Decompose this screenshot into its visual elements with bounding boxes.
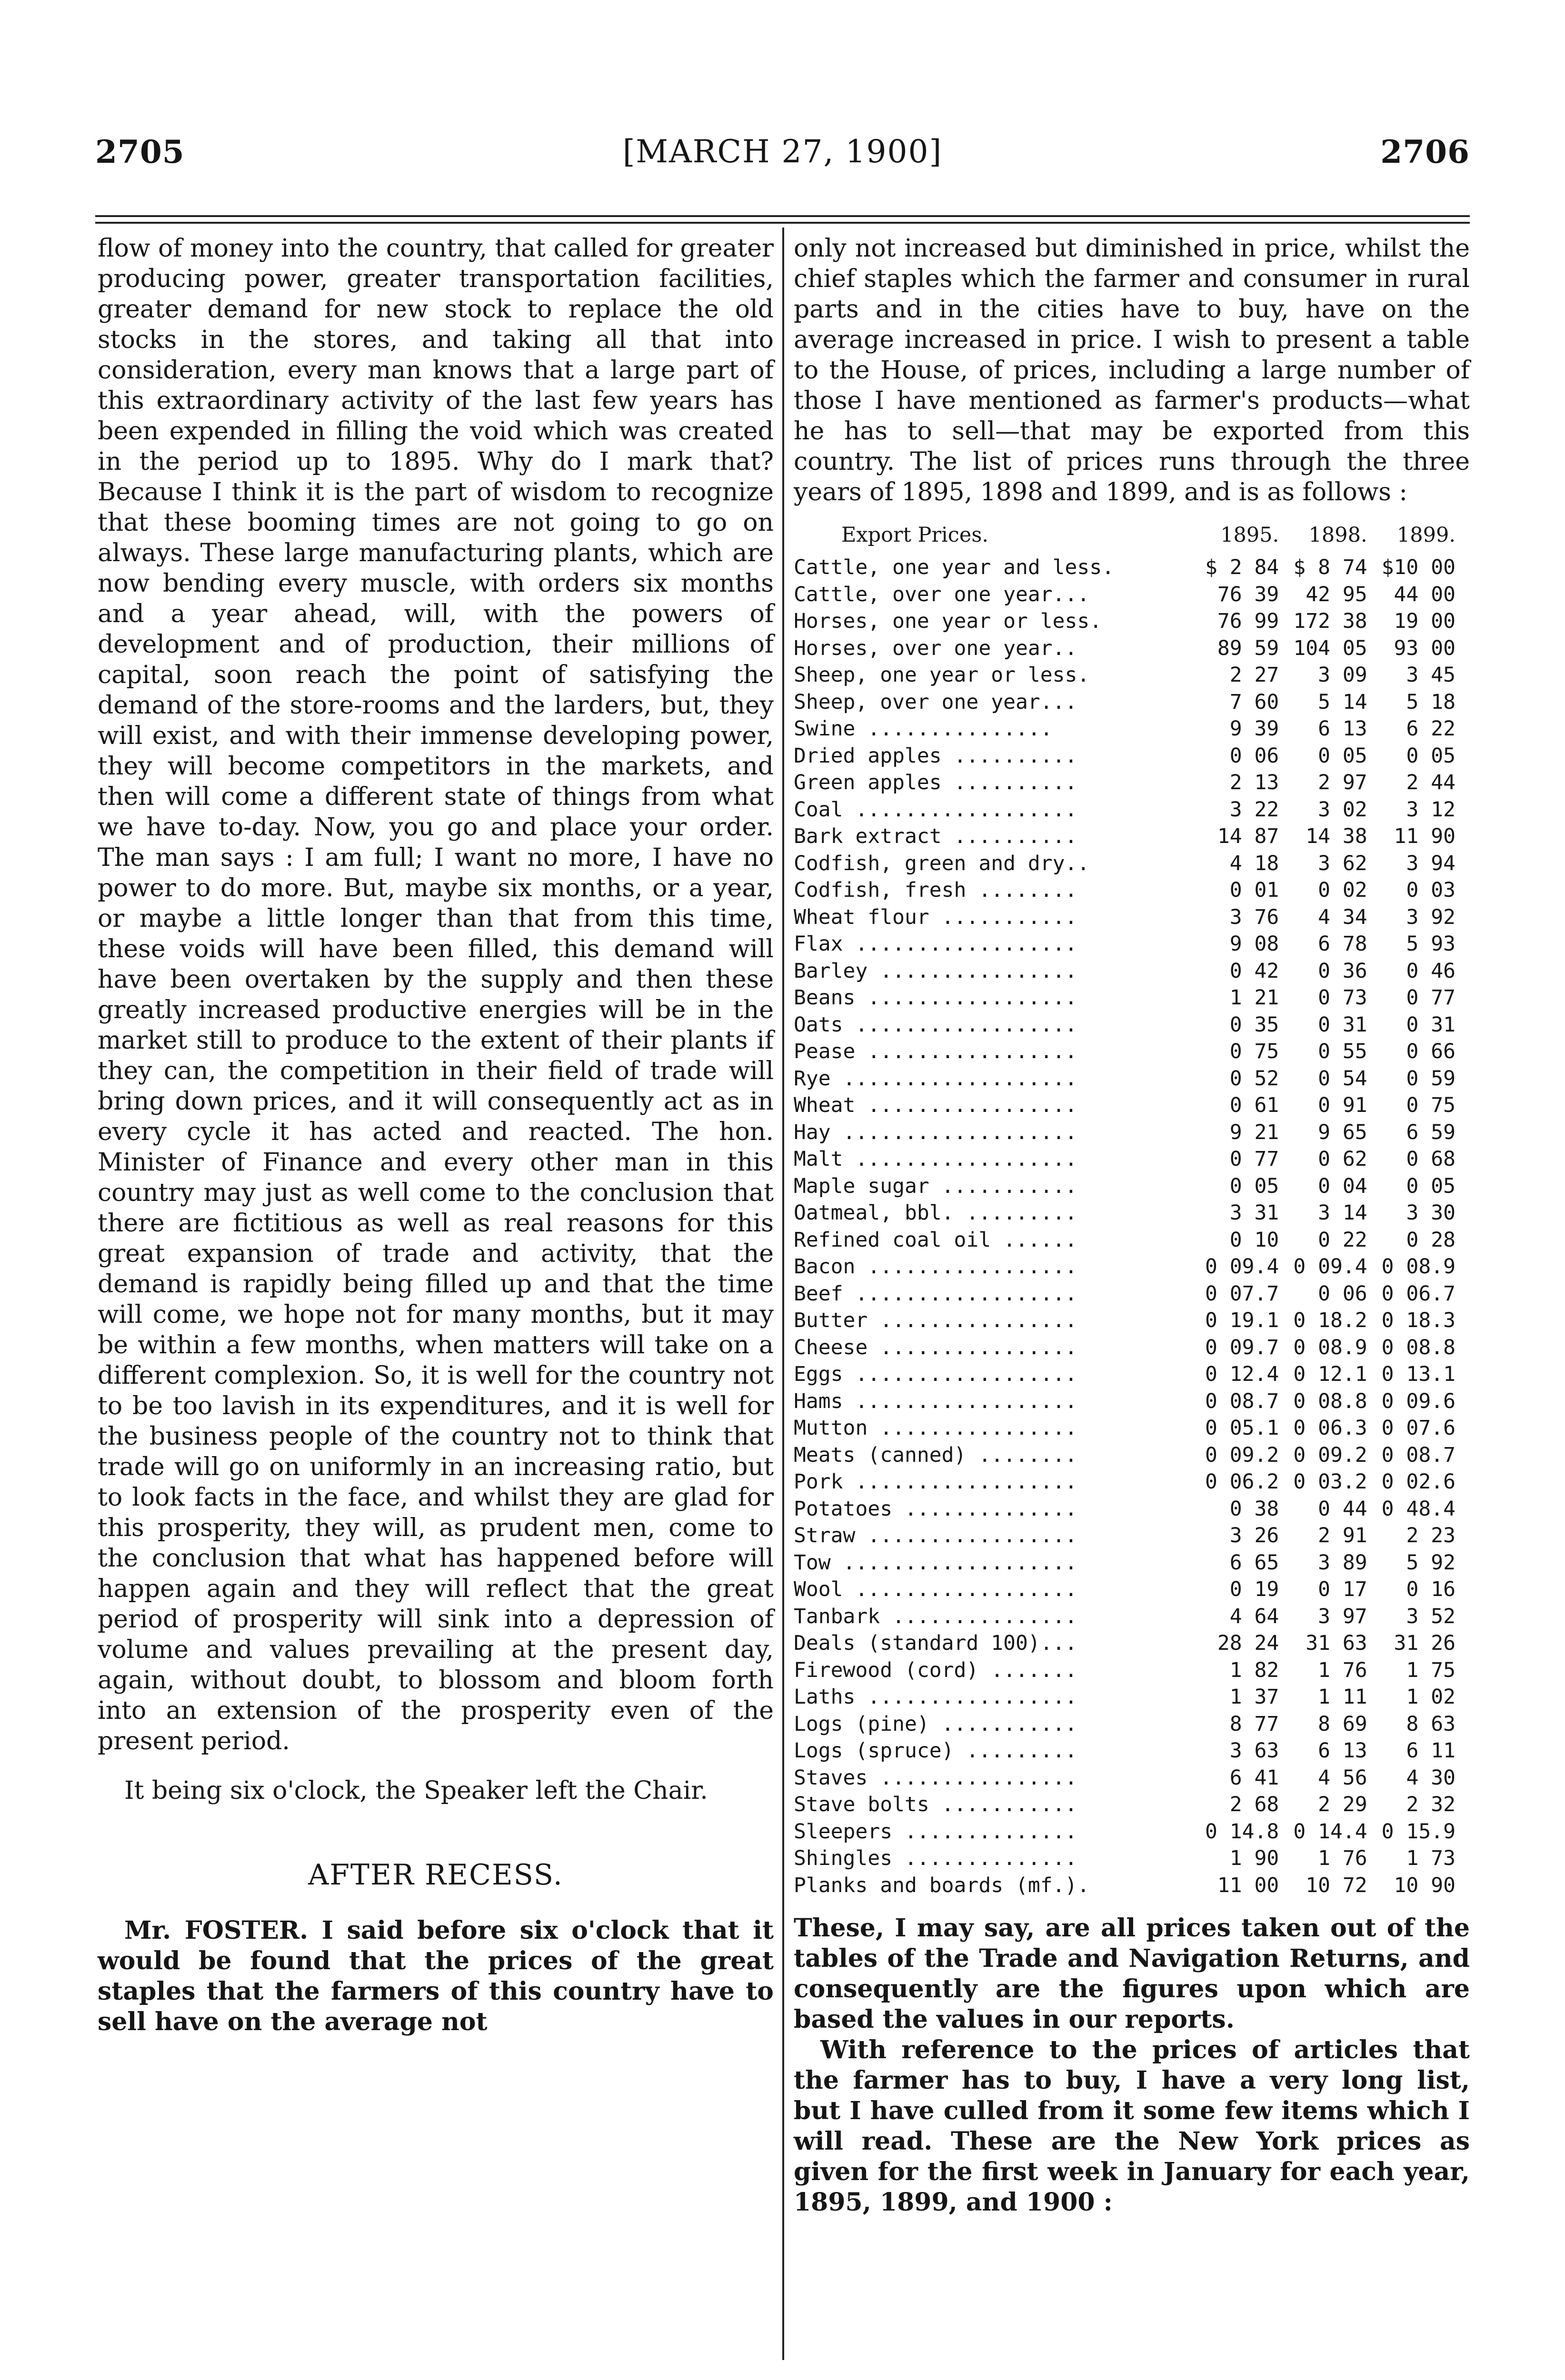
cell-price-1895: 0 07.7	[1205, 1281, 1279, 1306]
table-row	[794, 1765, 1470, 1792]
table-row	[794, 1388, 1470, 1415]
header-date: [MARCH 27, 1900]	[622, 133, 943, 170]
cell-price-1895: 0 05	[1229, 1174, 1279, 1198]
cell-price-1895: 2 13	[1229, 771, 1279, 794]
cell-price-1898: 0 73	[1318, 986, 1367, 1010]
cell-article: Coal ..................	[794, 797, 1077, 822]
cell-article: Bacon .................	[794, 1255, 1077, 1279]
table-row	[794, 715, 1470, 743]
cell-price-1899: 0 15.9	[1381, 1819, 1455, 1844]
cell-article: Sheep, one year or less.	[794, 663, 1090, 687]
cell-article: Pork ..................	[794, 1470, 1077, 1494]
table-row	[794, 1468, 1470, 1496]
cell-price-1895: 14 87	[1217, 824, 1279, 848]
table-row	[794, 1576, 1470, 1603]
cell-price-1898: 0 62	[1318, 1147, 1367, 1171]
table-row	[794, 1119, 1470, 1146]
table-row	[794, 1146, 1470, 1173]
cell-price-1898: 0 22	[1318, 1228, 1367, 1252]
cell-article: Planks and boards (mf.).	[794, 1873, 1090, 1897]
cell-price-1895: 11 00	[1217, 1873, 1279, 1897]
cell-price-1895: 7 60	[1229, 690, 1279, 714]
cell-price-1899: 8 63	[1406, 1712, 1455, 1736]
cell-article: Malt ..................	[794, 1147, 1077, 1171]
cell-price-1899: 0 06.7	[1381, 1281, 1455, 1306]
cell-price-1895: 3 63	[1229, 1739, 1279, 1763]
cell-price-1898: 10 72	[1306, 1873, 1367, 1897]
table-row	[794, 1845, 1470, 1872]
table-row	[794, 904, 1470, 931]
cell-price-1898: $ 8 74	[1293, 555, 1367, 579]
cell-article: Wheat flour ...........	[794, 905, 1077, 929]
cell-article: Hams ..................	[794, 1389, 1077, 1413]
cell-price-1899: 1 73	[1406, 1846, 1455, 1870]
cell-price-1899: 5 18	[1406, 690, 1455, 714]
cell-price-1898: 6 13	[1318, 717, 1367, 741]
cell-price-1895: 0 12.4	[1205, 1362, 1279, 1386]
table-row	[794, 1711, 1470, 1738]
cell-price-1898: 0 06	[1318, 1281, 1367, 1306]
cell-price-1898: 0 08.9	[1293, 1335, 1367, 1359]
table-row	[794, 1630, 1470, 1657]
cell-article: Firewood (cord) .......	[794, 1658, 1077, 1682]
cell-price-1895: 0 01	[1229, 878, 1279, 902]
table-row	[794, 1872, 1470, 1899]
cell-price-1899: 0 59	[1406, 1066, 1455, 1091]
cell-article: Green apples ..........	[794, 771, 1077, 794]
cell-price-1899: 19 00	[1394, 609, 1455, 633]
table-row	[794, 662, 1470, 689]
cell-price-1899: 0 07.6	[1381, 1416, 1455, 1440]
cell-article: Cattle, one year and less.	[794, 555, 1115, 579]
cell-price-1895: 89 59	[1217, 636, 1279, 660]
left-page-number: 2705	[95, 133, 185, 170]
cell-article: Tanbark ...............	[794, 1604, 1077, 1628]
cell-article: Shingles ..............	[794, 1846, 1077, 1870]
cell-price-1895: 4 18	[1229, 851, 1279, 875]
cell-price-1898: 0 09.4	[1293, 1255, 1367, 1279]
table-row	[794, 554, 1470, 581]
cell-article: Barley ................	[794, 959, 1077, 983]
cell-price-1898: 0 54	[1318, 1066, 1367, 1091]
table-row	[794, 877, 1470, 904]
cell-price-1898: 9 65	[1318, 1120, 1367, 1144]
cell-price-1895: 9 08	[1229, 932, 1279, 956]
cell-price-1899: 0 46	[1406, 959, 1455, 983]
table-row	[794, 1334, 1470, 1361]
cell-price-1898: 5 14	[1318, 690, 1367, 714]
cell-article: Bark extract ..........	[794, 824, 1077, 848]
cell-price-1899: 0 18.3	[1381, 1309, 1455, 1332]
cell-price-1899: 0 48.4	[1381, 1497, 1455, 1521]
cell-price-1895: 4 64	[1229, 1604, 1279, 1628]
cell-article: Oats ..................	[794, 1012, 1077, 1037]
cell-price-1898: 0 02	[1318, 878, 1367, 902]
foster-paragraph: Mr. FOSTER. I said before six o'clock that it would be found that the prices of the great staples that the farmers of this country have to sell have on the average not	[98, 1916, 774, 2036]
table-row	[794, 1549, 1470, 1577]
cell-price-1899: 5 93	[1406, 932, 1455, 956]
header-1895: 1895.	[1220, 523, 1279, 547]
cell-price-1898: 0 03.2	[1293, 1470, 1367, 1494]
cell-price-1899: 3 52	[1406, 1604, 1455, 1628]
cell-price-1895: 28 24	[1217, 1631, 1279, 1655]
cell-article: Butter ................	[794, 1309, 1077, 1332]
table-row	[794, 1522, 1470, 1549]
cell-article: Refined coal oil ......	[794, 1228, 1077, 1252]
header-export-prices: Export Prices.	[841, 523, 989, 547]
cell-price-1898: 1 11	[1318, 1685, 1367, 1709]
cell-price-1899: 3 30	[1406, 1201, 1455, 1225]
table-row	[794, 608, 1470, 635]
cell-price-1895: 0 52	[1229, 1066, 1279, 1091]
table-row	[794, 931, 1470, 958]
table-row	[794, 1092, 1470, 1119]
cell-price-1898: 0 36	[1318, 959, 1367, 983]
right-paragraph-3: With reference to the prices of articles that the farmer has to buy, I have a very long list, but I have culled from it some few items which I will read. These are the New York prices as given for the first week in January for each year, 1895, 1899, and 1900 :	[794, 2035, 1470, 2217]
cell-price-1899: 0 03	[1406, 878, 1455, 902]
cell-article: Swine ...............	[794, 717, 1053, 741]
cell-article: Cheese ................	[794, 1335, 1077, 1359]
cell-price-1899: 1 02	[1406, 1685, 1455, 1709]
table-row	[794, 1065, 1470, 1092]
cell-price-1895: 0 09.2	[1205, 1443, 1279, 1467]
left-column	[98, 233, 774, 2037]
cell-price-1899: 0 68	[1406, 1147, 1455, 1171]
cell-price-1895: 0 06	[1229, 744, 1279, 768]
cell-price-1899: 0 28	[1406, 1228, 1455, 1252]
table-row	[794, 1280, 1470, 1308]
cell-price-1898: 3 89	[1318, 1550, 1367, 1575]
cell-article: Wool ..................	[794, 1577, 1077, 1601]
cell-price-1899: 0 05	[1406, 744, 1455, 768]
cell-article: Codfish, fresh ........	[794, 878, 1077, 902]
cell-price-1899: 2 32	[1406, 1793, 1455, 1816]
table-row	[794, 1737, 1470, 1765]
table-row	[794, 1253, 1470, 1280]
cell-price-1898: 2 91	[1318, 1524, 1367, 1547]
cell-price-1898: 0 31	[1318, 1012, 1367, 1037]
cell-article: Logs (pine) ...........	[794, 1712, 1077, 1736]
cell-price-1899: 3 45	[1406, 663, 1455, 687]
cell-article: Sheep, over one year...	[794, 690, 1077, 714]
cell-price-1895: 76 39	[1217, 582, 1279, 606]
table-row	[794, 796, 1470, 823]
right-column	[794, 233, 1470, 2218]
cell-price-1895: 0 08.7	[1205, 1389, 1279, 1413]
cell-price-1895: 0 10	[1229, 1228, 1279, 1252]
export-prices-table	[794, 516, 1470, 1899]
cell-price-1898: 1 76	[1318, 1658, 1367, 1682]
cell-article: Codfish, green and dry..	[794, 851, 1090, 875]
cell-article: Oatmeal, bbl. .........	[794, 1201, 1077, 1225]
cell-price-1895: 76 99	[1217, 609, 1279, 633]
header-1898: 1898.	[1308, 523, 1367, 547]
cell-price-1899: 10 90	[1394, 1873, 1455, 1897]
cell-price-1899: 0 16	[1406, 1577, 1455, 1601]
cell-price-1895: 0 06.2	[1205, 1470, 1279, 1494]
table-row	[794, 850, 1470, 877]
cell-price-1895: 9 21	[1229, 1120, 1279, 1144]
cell-price-1899: 2 23	[1406, 1524, 1455, 1547]
cell-price-1898: 0 09.2	[1293, 1443, 1367, 1467]
cell-price-1898: 31 63	[1306, 1631, 1367, 1655]
cell-price-1899: 5 92	[1406, 1550, 1455, 1575]
cell-price-1895: 0 75	[1229, 1040, 1279, 1063]
table-row	[794, 1173, 1470, 1200]
cell-price-1899: 11 90	[1394, 824, 1455, 848]
cell-price-1899: 0 13.1	[1381, 1362, 1455, 1386]
table-row	[794, 689, 1470, 716]
cell-article: Horses, over one year..	[794, 636, 1077, 660]
cell-price-1898: 42 95	[1306, 582, 1367, 606]
cell-article: Stave bolts ...........	[794, 1793, 1077, 1816]
table-row	[794, 1496, 1470, 1523]
cell-price-1895: 2 68	[1229, 1793, 1279, 1816]
cell-price-1898: 2 97	[1318, 771, 1367, 794]
right-paragraph-1: only not increased but diminished in price, whilst the chief staples which the farmer and consumer in rural parts and in the cities have to buy, have on the average increased in price. I wish to present a table to the House, of prices, including a large number of those I have mentioned as farmer's products—what he has to sell—that may be exported from this country. The list of prices runs through the three years of 1895, 1898 and 1899, and is as follows :	[794, 234, 1470, 506]
table-row	[794, 1684, 1470, 1711]
cell-price-1899: 0 08.9	[1381, 1255, 1455, 1279]
cell-article: Eggs ..................	[794, 1362, 1077, 1386]
cell-price-1898: 14 38	[1306, 824, 1367, 848]
cell-price-1895: 1 82	[1229, 1658, 1279, 1682]
cell-price-1898: 0 08.8	[1293, 1389, 1367, 1413]
table-row	[794, 635, 1470, 662]
cell-article: Deals (standard 100)...	[794, 1631, 1077, 1655]
cell-price-1898: 0 55	[1318, 1040, 1367, 1063]
left-paragraph-1: flow of money into the country, that called for greater producing power, greater transportation facilities, greater demand for new stock to replace the old stocks in the stores, and taking all that into consideration, every man knows that a large part of this extraordinary activity of the last few years has been expended in filling the void which was created in the period up to 1895. Why do I mark that? Because I think it is the part of wisdom to recognize that these booming times are not going to go on always. These large manufacturing plants, which are now bending every muscle, with orders six months and a year ahead, will, with the powers of development and of production, their millions of capital, soon reach the point of satisfying the demand of the store-rooms and the larders, but, they will exist, and with their immense developing power, they will become competitors in the markets, and then will come a different state of things from what we have to-day. Now, you go and place your order. The man says : I am full; I want no more, I have no power to do more. But, maybe six months, or a year, or maybe a little longer than that from this time, these voids will have been filled, this demand will have been overtaken by the supply and then these greatly increased productive energies will be in the market still to produce to the extent of their plants if they can, the competition in their field of trade will bring down prices, and it will consequently act as in every cycle it has acted and reacted. The hon. Minister of Finance and every other man in this country may just as well come to the conclusion that there are fictitious as well as real reasons for this great expansion of trade and activity, that the demand is rapidly being filled up and that the time will come, we hope not for many months, but it may be within a few months, when matters will take on a different complexion. So, it is well for the country not to be too lavish in its expenditures, and it is well for the business people of the country not to think that trade will go on uniformly in an increasing ratio, but to look facts in the face, and whilst they are glad for this prosperity, they will, as prudent men, come to the conclusion that what has happened before will happen again and they will reflect that the great period of prosperity will sink into a depression of volume and values prevailing at the present day, again, without doubt, to blossom and bloom forth into an extension of the prosperity even of the present period.	[98, 234, 774, 1755]
table-row	[794, 581, 1470, 608]
cell-price-1898: 3 62	[1318, 851, 1367, 875]
cell-price-1899: 6 22	[1406, 717, 1455, 741]
cell-price-1899: 0 75	[1406, 1093, 1455, 1117]
cell-price-1895: 0 14.8	[1205, 1819, 1279, 1844]
cell-price-1895: 1 90	[1229, 1846, 1279, 1870]
cell-article: Staves ................	[794, 1765, 1077, 1790]
cell-price-1898: 0 91	[1318, 1093, 1367, 1117]
cell-price-1898: 0 12.1	[1293, 1362, 1367, 1386]
table-row	[794, 1012, 1470, 1039]
cell-article: Rye ...................	[794, 1066, 1077, 1091]
cell-price-1899: 1 75	[1406, 1658, 1455, 1682]
table-row	[794, 1200, 1470, 1227]
cell-article: Flax ..................	[794, 932, 1077, 956]
cell-price-1895: 3 26	[1229, 1524, 1279, 1547]
table-row	[794, 1415, 1470, 1442]
cell-article: Mutton ................	[794, 1416, 1077, 1440]
cell-price-1899: 3 94	[1406, 851, 1455, 875]
table-row	[794, 1818, 1470, 1845]
table-row	[794, 1307, 1470, 1334]
cell-price-1899: 4 30	[1406, 1765, 1455, 1790]
cell-price-1899: 6 59	[1406, 1120, 1455, 1144]
right-paragraph-2: These, I may say, are all prices taken out of the tables of the Trade and Navigation Returns, and consequently are the figures upon which are based the values in our reports.	[794, 1914, 1470, 2034]
header-1899: 1899.	[1396, 523, 1455, 547]
cell-article: Maple sugar ...........	[794, 1174, 1077, 1198]
table-row	[794, 958, 1470, 985]
cell-price-1899: 0 08.8	[1381, 1335, 1455, 1359]
cell-article: Beef ..................	[794, 1281, 1077, 1306]
cell-price-1899: 3 12	[1406, 797, 1455, 822]
header-rule-bottom	[95, 222, 1470, 224]
cell-price-1895: 0 38	[1229, 1497, 1279, 1521]
table-header-row	[794, 516, 1470, 554]
cell-price-1899: 2 44	[1406, 771, 1455, 794]
cell-price-1899: 44 00	[1394, 582, 1455, 606]
table-row	[794, 1442, 1470, 1469]
cell-article: Laths .................	[794, 1685, 1077, 1709]
cell-price-1898: 0 05	[1318, 744, 1367, 768]
cell-price-1895: 0 61	[1229, 1093, 1279, 1117]
cell-price-1899: 0 31	[1406, 1012, 1455, 1037]
cell-price-1898: 3 97	[1318, 1604, 1367, 1628]
cell-article: Dried apples ..........	[794, 744, 1077, 768]
cell-price-1898: 3 14	[1318, 1201, 1367, 1225]
cell-price-1899: 0 02.6	[1381, 1470, 1455, 1494]
cell-price-1898: 0 18.2	[1293, 1309, 1367, 1332]
cell-price-1895: 0 19.1	[1205, 1309, 1279, 1332]
cell-price-1898: 0 44	[1318, 1497, 1367, 1521]
cell-price-1898: 3 02	[1318, 797, 1367, 822]
cell-price-1898: 172 38	[1293, 609, 1367, 633]
cell-price-1899: 0 77	[1406, 986, 1455, 1010]
cell-article: Sleepers ..............	[794, 1819, 1077, 1844]
cell-price-1895: 1 37	[1229, 1685, 1279, 1709]
cell-price-1898: 0 04	[1318, 1174, 1367, 1198]
table-row	[794, 1361, 1470, 1388]
table-row	[794, 823, 1470, 850]
cell-price-1895: 9 39	[1229, 717, 1279, 741]
cell-article: Potatoes ..............	[794, 1497, 1077, 1521]
cell-price-1899: 6 11	[1406, 1739, 1455, 1763]
cell-price-1899: 0 66	[1406, 1040, 1455, 1063]
cell-price-1898: 0 17	[1318, 1577, 1367, 1601]
cell-article: Meats (canned) ........	[794, 1443, 1077, 1467]
cell-price-1895: 3 22	[1229, 797, 1279, 822]
cell-price-1899: 0 05	[1406, 1174, 1455, 1198]
cell-price-1895: 6 65	[1229, 1550, 1279, 1575]
cell-price-1895: 0 77	[1229, 1147, 1279, 1171]
after-recess-heading: AFTER RECESS.	[308, 1858, 563, 1892]
cell-article: Straw .................	[794, 1524, 1077, 1547]
cell-price-1898: 4 34	[1318, 905, 1367, 929]
cell-price-1898: 8 69	[1318, 1712, 1367, 1736]
cell-price-1898: 104 05	[1293, 636, 1367, 660]
cell-price-1898: 6 78	[1318, 932, 1367, 956]
table-row	[794, 1227, 1470, 1254]
cell-price-1895: 0 09.7	[1205, 1335, 1279, 1359]
cell-price-1899: 0 08.7	[1381, 1443, 1455, 1467]
cell-price-1898: 1 76	[1318, 1846, 1367, 1870]
cell-price-1895: 0 35	[1229, 1012, 1279, 1037]
cell-article: Cattle, over one year...	[794, 582, 1090, 606]
cell-article: Tow ...................	[794, 1550, 1077, 1575]
table-row	[794, 743, 1470, 770]
table-row	[794, 769, 1470, 796]
cell-price-1895: $ 2 84	[1205, 555, 1279, 579]
table-row	[794, 1038, 1470, 1065]
header-rule-top	[95, 215, 1470, 217]
cell-price-1895: 3 31	[1229, 1201, 1279, 1225]
cell-price-1895: 6 41	[1229, 1765, 1279, 1790]
cell-price-1895: 2 27	[1229, 663, 1279, 687]
page-header	[95, 133, 1470, 186]
cell-article: Hay ...................	[794, 1120, 1077, 1144]
right-page-number: 2706	[1380, 133, 1470, 170]
cell-price-1899: 0 09.6	[1381, 1389, 1455, 1413]
table-row	[794, 1657, 1470, 1684]
cell-article: Pease .................	[794, 1040, 1077, 1063]
cell-price-1895: 3 76	[1229, 905, 1279, 929]
cell-article: Wheat .................	[794, 1093, 1077, 1117]
cell-price-1895: 0 19	[1229, 1577, 1279, 1601]
cell-price-1898: 4 56	[1318, 1765, 1367, 1790]
cell-price-1895: 0 09.4	[1205, 1255, 1279, 1279]
speaker-left-chair: It being six o'clock, the Speaker left the Chair.	[124, 1776, 708, 1805]
cell-price-1895: 8 77	[1229, 1712, 1279, 1736]
cell-price-1898: 0 14.4	[1293, 1819, 1367, 1844]
table-row	[794, 1791, 1470, 1818]
cell-price-1898: 6 13	[1318, 1739, 1367, 1763]
table-row	[794, 984, 1470, 1012]
price-table-body	[794, 554, 1470, 1899]
cell-price-1898: 3 09	[1318, 663, 1367, 687]
cell-price-1899: $10 00	[1381, 555, 1455, 579]
cell-price-1899: 3 92	[1406, 905, 1455, 929]
cell-price-1895: 1 21	[1229, 986, 1279, 1010]
cell-price-1898: 2 29	[1318, 1793, 1367, 1816]
cell-price-1895: 0 42	[1229, 959, 1279, 983]
cell-article: Logs (spruce) .........	[794, 1739, 1077, 1763]
cell-price-1899: 93 00	[1394, 636, 1455, 660]
cell-price-1895: 0 05.1	[1205, 1416, 1279, 1440]
cell-price-1898: 0 06.3	[1293, 1416, 1367, 1440]
cell-article: Beans .................	[794, 986, 1077, 1010]
table-row	[794, 1603, 1470, 1630]
column-divider	[782, 228, 784, 2360]
cell-article: Horses, one year or less.	[794, 609, 1102, 633]
cell-price-1899: 31 26	[1394, 1631, 1455, 1655]
